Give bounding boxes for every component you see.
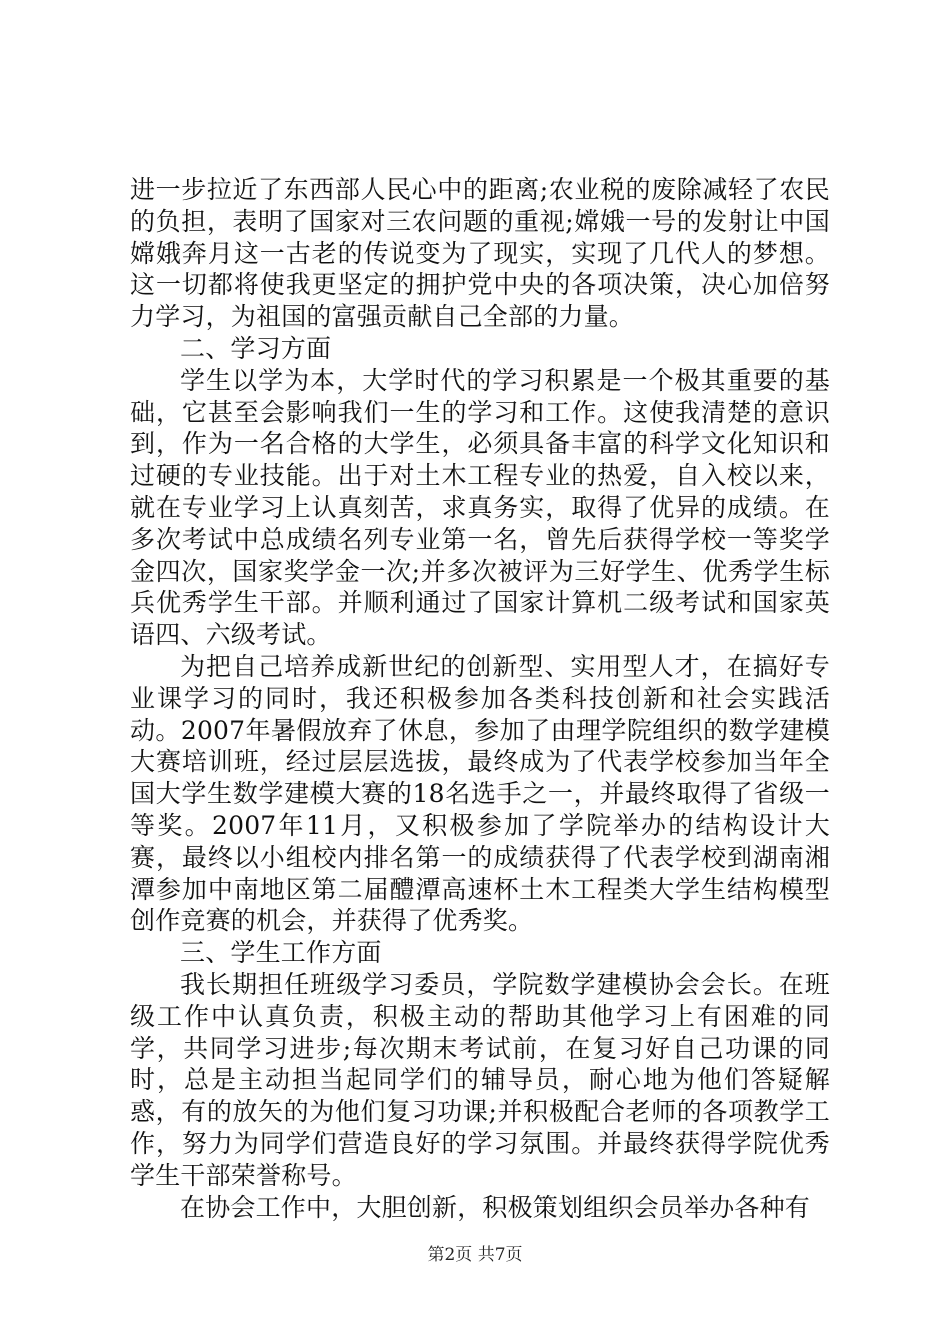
paragraph-association-work: 在协会工作中，大胆创新，积极策划组织会员举办各种有 (180, 1192, 811, 1222)
document-body (130, 174, 830, 1223)
section-heading-study: 二、学习方面 (180, 333, 332, 363)
paragraph-class-work: 我长期担任班级学习委员，学院数学建模协会会长。在班级工作中认真负责，积极主动的帮助其他学习上有困难的同学，共同学习进步;每次期末考试前，在复习好自己功课的同时，总是主动担当起同学们的辅导员，耐心地为他们答疑解惑，有的放矢的为他们复习功课;并积极配合老师的各项教学工作，努力为同学们营造良好的学习氛围。并最终获得学院优秀学生干部荣誉称号。 (130, 969, 830, 1190)
paragraph-study: 学生以学为本，大学时代的学习积累是一个极其重要的基础，它甚至会影响我们一生的学习和工作。这使我清楚的意识到，作为一名合格的大学生，必须具备丰富的科学文化知识和过硬的专业技能。出于对土木工程专业的热爱，自入校以来，就在专业学习上认真刻苦，求真务实，取得了优异的成绩。在多次考试中总成绩名列专业第一名，曾先后获得学校一等奖学金四次，国家奖学金一次;并多次被评为三好学生、优秀学生标兵优秀学生干部。并顺利通过了国家计算机二级考试和国家英语四、六级考试。 (130, 365, 830, 650)
paragraph-continued: 进一步拉近了东西部人民心中的距离;农业税的废除减轻了农民的负担，表明了国家对三农问题的重视;嫦娥一号的发射让中国嫦娥奔月这一古老的传说变为了现实，实现了几代人的梦想。这一切都将使我更坚定的拥护党中央的各项决策，决心加倍努力学习，为祖国的富强贡献自己全部的力量。 (130, 175, 830, 332)
section-heading-student-work: 三、学生工作方面 (180, 938, 382, 968)
page-number-footer: 第2页 共7页 (427, 1245, 523, 1265)
paragraph-innovation: 为把自己培养成新世纪的创新型、实用型人才，在搞好专业课学习的同时，我还积极参加各类科技创新和社会实践活动。2007年暑假放弃了休息，参加了由理学院组织的数学建模大赛培训班，经过层层选拔，最终成为了代表学校参加当年全国大学生数学建模大赛的18名选手之一，并最终取得了省级一等奖。2007年11月，又积极参加了学院举办的结构设计大赛，最终以小组校内排名第一的成绩获得了代表学校到湖南湘潭参加中南地区第二届醴潭高速杯土木工程类大学生结构模型创作竞赛的机会，并获得了优秀奖。 (130, 651, 830, 936)
